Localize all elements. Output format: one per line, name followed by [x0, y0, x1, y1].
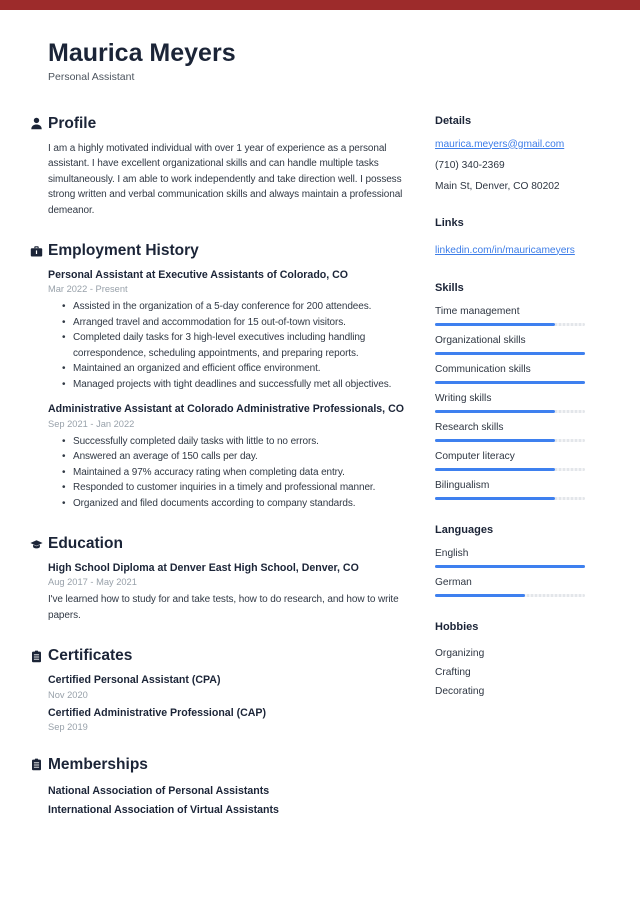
details-heading: Details: [435, 114, 472, 127]
resume-header: [48, 40, 590, 83]
certificate-dates: Sep 2019: [48, 721, 88, 732]
job-dates: Mar 2022 - Present: [48, 284, 128, 295]
membership-badge-icon: [30, 758, 43, 771]
skill-bar-track: [435, 410, 585, 413]
linkedin-link[interactable]: linkedin.com/in/mauricameyers: [435, 244, 575, 256]
employment-heading: Employment History: [48, 242, 199, 259]
certificate-icon: [30, 650, 43, 663]
job-bullet: • Maintained a 97% accuracy rating when completing data entry.: [62, 465, 405, 481]
sidebar-section-links: [435, 217, 585, 258]
education-heading-row: [30, 535, 405, 553]
person-icon: [30, 117, 43, 130]
job-bullet: • Successfully completed daily tasks with little to no errors.: [62, 434, 405, 450]
address: Main St, Denver, CO 80202: [435, 180, 560, 192]
graduation-cap-icon: [30, 538, 43, 551]
content-columns: [0, 115, 640, 844]
job-bullet: • Maintained an organized and efficient office environment.: [62, 361, 405, 377]
skill-item: [435, 421, 585, 442]
job-bullet: • Assisted in the organization of a 5-day conference for 200 attendees.: [62, 299, 405, 315]
certificate-dates: Nov 2020: [48, 689, 88, 700]
sidebar-section-skills: [435, 282, 585, 500]
link-row: [435, 240, 585, 258]
skill-bar-fill: [435, 468, 555, 471]
skill-label: Communication skills: [435, 363, 531, 375]
job-entry: [48, 402, 405, 511]
hobby-item: Organizing: [435, 647, 485, 659]
education-title: High School Diploma at Denver East High School, Denver, CO: [48, 562, 359, 575]
membership-item: International Association of Virtual Assistants: [48, 803, 279, 816]
sidebar-section-details: [435, 115, 585, 193]
skill-bar-track: [435, 594, 585, 597]
job-entry: [48, 268, 405, 392]
certificates-heading-row: [30, 647, 405, 665]
skill-label: Research skills: [435, 421, 504, 433]
section-certificates: [30, 647, 405, 732]
profile-summary: I am a highly motivated individual with over 1 year of experience as a personal assistant. I have excellent organizational skills and can handle multiple tasks simultaneously. I am able to work independently and take direction well. I possess strong written and verbal communication skills and always maintain a professional demeanor.: [48, 142, 403, 216]
education-dates: Aug 2017 - May 2021: [48, 577, 137, 588]
skill-item: [435, 576, 585, 597]
skill-bar-fill: [435, 381, 585, 384]
job-bullet: • Managed projects with tight deadlines and successfully met all objectives.: [62, 377, 405, 393]
certificate-title: Certified Personal Assistant (CPA): [48, 674, 221, 687]
certificates-heading: Certificates: [48, 647, 133, 665]
skill-item: [435, 479, 585, 500]
skill-item: [435, 363, 585, 384]
skill-bar-track: [435, 439, 585, 442]
skill-bar-fill: [435, 352, 585, 355]
education-heading: Education: [48, 535, 123, 553]
employment-heading-row: [30, 242, 405, 260]
hobbies-heading: Hobbies: [435, 620, 479, 633]
resume-page: [0, 40, 640, 844]
accent-top-bar: [0, 0, 640, 10]
skill-label: Computer literacy: [435, 450, 515, 462]
skill-item: [435, 450, 585, 471]
hobby-item: Decorating: [435, 685, 485, 697]
section-education: [30, 535, 405, 623]
section-memberships: [30, 756, 405, 820]
candidate-job-title: Personal Assistant: [48, 70, 135, 83]
skill-item: [435, 547, 585, 568]
skill-label: Bilingualism: [435, 479, 490, 491]
candidate-name: Maurica Meyers: [48, 39, 236, 67]
skill-label: English: [435, 547, 469, 559]
education-entry: [48, 561, 405, 623]
links-heading: Links: [435, 216, 464, 229]
skill-bar-fill: [435, 439, 555, 442]
briefcase-icon: [30, 245, 43, 258]
section-employment: [30, 242, 405, 511]
section-profile: [30, 115, 405, 219]
skill-bar-track: [435, 468, 585, 471]
profile-heading: Profile: [48, 114, 97, 132]
job-title: Administrative Assistant at Colorado Administrative Professionals, CO: [48, 403, 404, 416]
skill-label: Organizational skills: [435, 334, 526, 346]
skill-bar-track: [435, 381, 585, 384]
skill-bar-fill: [435, 565, 585, 568]
memberships-heading: Memberships: [48, 755, 148, 773]
skill-bar-track: [435, 497, 585, 500]
email-link[interactable]: maurica.meyers@gmail.com: [435, 138, 565, 150]
skill-bar-track: [435, 565, 585, 568]
sidebar: [435, 115, 585, 844]
job-dates: Sep 2021 - Jan 2022: [48, 418, 135, 429]
skill-label: Time management: [435, 305, 520, 317]
sidebar-section-languages: [435, 524, 585, 597]
membership-item: National Association of Personal Assistants: [48, 784, 270, 797]
job-bullet: • Completed daily tasks for 3 high-level executives including handling correspondence, scheduling appointments, and preparing reports.: [62, 330, 405, 361]
skill-bar-fill: [435, 497, 555, 500]
phone-number: (710) 340-2369: [435, 159, 505, 171]
skill-bar-fill: [435, 594, 525, 597]
skill-item: [435, 305, 585, 326]
skills-heading: Skills: [435, 281, 464, 294]
certificate-entry: [48, 706, 405, 732]
job-bullet: • Arranged travel and accommodation for 15 out-of-town visitors.: [62, 315, 405, 331]
skill-item: [435, 392, 585, 413]
skill-bar-fill: [435, 410, 555, 413]
certificate-title: Certified Administrative Professional (CAP): [48, 706, 266, 719]
job-bullet-list: [48, 434, 405, 512]
certificate-entry: [48, 673, 405, 699]
skill-bar-fill: [435, 323, 555, 326]
skill-item: [435, 334, 585, 355]
memberships-heading-row: [30, 756, 405, 774]
sidebar-section-hobbies: [435, 621, 585, 701]
education-description: I've learned how to study for and take tests, how to do research, and how to write papers.: [48, 594, 399, 621]
job-bullet: • Answered an average of 150 calls per day.: [62, 449, 405, 465]
hobby-item: Crafting: [435, 666, 471, 678]
skill-label: Writing skills: [435, 392, 492, 404]
job-bullet-list: [48, 299, 405, 392]
main-column: [30, 115, 405, 844]
skill-bar-track: [435, 323, 585, 326]
job-title: Personal Assistant at Executive Assistants of Colorado, CO: [48, 269, 349, 281]
profile-heading-row: [30, 115, 405, 133]
job-bullet: • Organized and filed documents according to company standards.: [62, 496, 405, 512]
skill-bar-track: [435, 352, 585, 355]
languages-heading: Languages: [435, 523, 494, 536]
job-bullet: • Responded to customer inquiries in a timely and professional manner.: [62, 480, 405, 496]
skill-label: German: [435, 576, 472, 588]
